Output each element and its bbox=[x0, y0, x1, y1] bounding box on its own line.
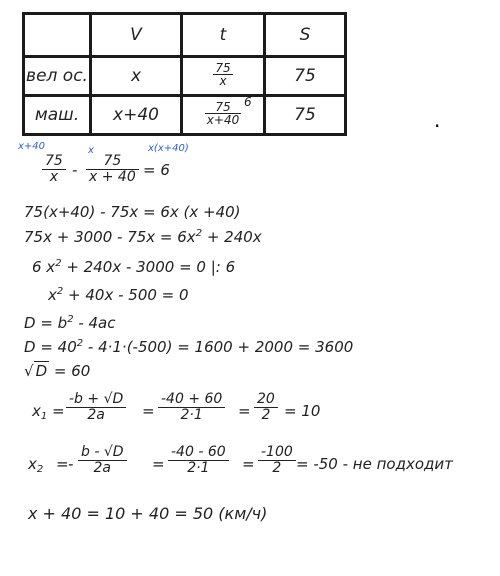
x2-result: = -50 - не подходит bbox=[296, 455, 453, 473]
step-line-3: 6 $x^2 + 240x - 3000 = 0$ |: 6 bbox=[32, 258, 236, 276]
x2-label: $x_2$ bbox=[28, 455, 44, 475]
equation-rhs: = 6 bbox=[143, 161, 170, 179]
x2-formula: $\frac{b - √D}{2a}$ bbox=[78, 445, 127, 477]
row-bike-speed: x bbox=[91, 57, 182, 96]
row-bike-time-den: x bbox=[219, 74, 227, 89]
data-table bbox=[22, 12, 347, 136]
step-line-4: $x^2 + 40x - 500 = 0$ bbox=[48, 286, 189, 304]
equation-fraction-1: $\frac{75}{x}$ bbox=[42, 154, 66, 186]
row-car-time-den: x+40 bbox=[206, 113, 240, 128]
header-distance: S bbox=[265, 14, 346, 57]
equation-fraction-2: $\frac{75}{x + 40}$ bbox=[86, 154, 139, 186]
x1-simplified: $\frac{20}{2}$ bbox=[254, 392, 278, 424]
x1-label: $x_1$ bbox=[32, 402, 48, 422]
x2-substituted: $\frac{-40 - 60}{2\cdot 1}$ bbox=[168, 445, 229, 477]
x1-result: = 10 bbox=[284, 402, 321, 420]
equation-minus: - bbox=[72, 161, 78, 179]
x2-simplified: $\frac{-100}{2}$ bbox=[258, 445, 296, 477]
header-time: t bbox=[182, 14, 265, 57]
worksheet: V t S вел ос. x $\frac{75}{x}$ 75 маш. x+40 $\frac{75}{x+40}$ 75 6 . x+40 x x(x+40) $\frac{75}{x}$ - $\frac{75}{x + 40}$ = 6 75(x+40) - 75x = 6x (x +40) $75x + 3000 - 75x = 6x^2 + 240x$ 6 $x^2 + 240x - 3000 = 0$ |: 6 $x^2 + 40x - 500 = 0$ $D = b^2 - 4ac$ $D = 40^2 - 4\cdot 1\cdot(-500) = 1600 + 2000 = 3600$ √ D = 60 $x_1$ = $\frac{-b + √D}{2a}$ = $\frac{-40 + 60}{2\cdot 1}$ = $\frac{20}{2}$ = 10 $x_2$ = - $\frac{b - √D}{2a}$ = $\frac{-40 - 60}{2\cdot 1}$ = $\frac{-100}{2}$ = -50 - не подходит x + 40 = 10 + 40 = 50 (км/ч) bbox=[0, 0, 500, 576]
row-bike-time bbox=[182, 57, 265, 96]
row-car-label: маш. bbox=[24, 96, 91, 135]
annotation-left: x+40 bbox=[18, 141, 46, 152]
step-line-1: 75(x+40) - 75x = 6x (x +40) bbox=[24, 203, 241, 221]
row-car-time bbox=[182, 96, 265, 135]
annotation-mid: x bbox=[88, 145, 94, 156]
stray-dot: . bbox=[434, 108, 441, 132]
row-bike-distance: 75 bbox=[265, 57, 346, 96]
row-car-speed: x+40 bbox=[91, 96, 182, 135]
row-car-distance: 75 bbox=[265, 96, 346, 135]
row-bike-time-num: 75 bbox=[215, 60, 231, 75]
row-car-time-num: 75 bbox=[205, 101, 241, 115]
step-line-2: $75x + 3000 - 75x = 6x^2 + 240x$ bbox=[24, 228, 262, 246]
x1-formula: $\frac{-b + √D}{2a}$ bbox=[66, 392, 126, 424]
discriminant-formula: $D = b^2 - 4ac$ bbox=[24, 314, 116, 332]
discriminant-root: √ D = 60 bbox=[24, 362, 91, 380]
x1-substituted: $\frac{-40 + 60}{2\cdot 1}$ bbox=[158, 392, 225, 424]
header-speed: V bbox=[91, 14, 182, 57]
discriminant-value: $D = 40^2 - 4\cdot 1\cdot(-500) = 1600 + 2000 = 3600$ bbox=[24, 338, 354, 356]
annotation-right: x(x+40) bbox=[148, 143, 189, 154]
row-bike-label: вел ос. bbox=[24, 57, 91, 96]
header-empty bbox=[24, 14, 91, 57]
final-answer: x + 40 = 10 + 40 = 50 (км/ч) bbox=[28, 504, 268, 523]
time-difference-note: 6 bbox=[244, 95, 252, 109]
